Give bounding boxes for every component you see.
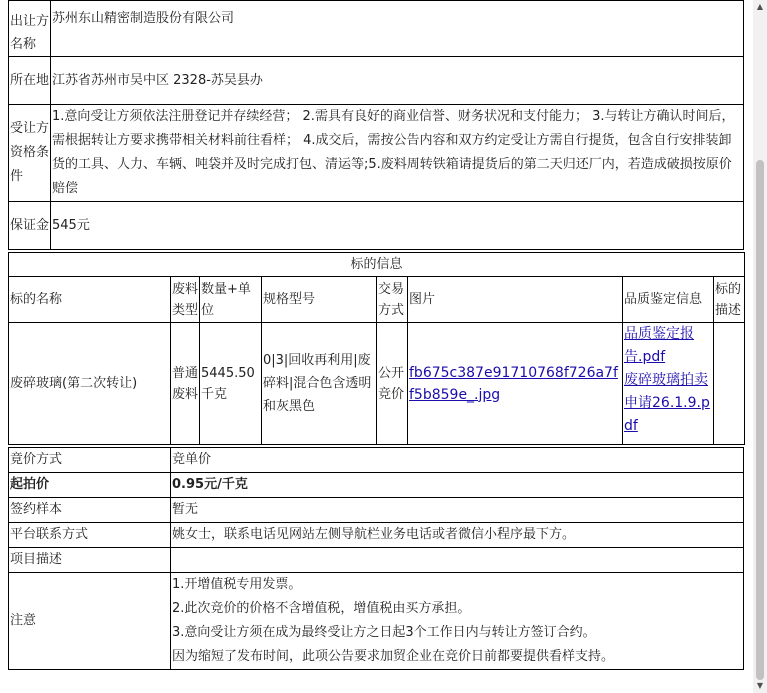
subject-info-table xyxy=(8,252,745,445)
image-file-link[interactable]: fb675c387e91710768f726a7ff5b859e_.jpg xyxy=(409,364,618,403)
subject-name: 废碎玻璃(第二次转让) xyxy=(9,323,171,445)
notes-row xyxy=(9,573,744,670)
contract-sample-label: 签约样本 xyxy=(9,498,171,523)
qualification-label: 受让方资格条件 xyxy=(9,105,51,202)
header-quality: 品质鉴定信息 xyxy=(623,277,714,323)
note-line: 1.开增值税专用发票。 xyxy=(172,577,302,592)
subject-header-row xyxy=(9,277,745,323)
header-method: 交易方式 xyxy=(377,277,408,323)
contract-sample-row xyxy=(9,498,744,523)
transferor-name-row xyxy=(9,1,744,57)
project-description-row xyxy=(9,548,744,573)
location-value: 江苏省苏州市吴中区 2328-苏吴县办 xyxy=(51,57,744,105)
header-spec: 规格型号 xyxy=(262,277,377,323)
start-price-row xyxy=(9,473,744,498)
deposit-value: 545元 xyxy=(51,202,744,250)
start-price-value: 0.95元/千克 xyxy=(171,473,744,498)
subject-image-cell xyxy=(408,323,623,445)
subject-data-row xyxy=(9,323,745,445)
transferor-name-value: 苏州东山精密制造股份有限公司 xyxy=(51,1,744,57)
note-line: 3.意向受让方须在成为最终受让方之日起3个工作日内与转让方签订合约。 xyxy=(172,625,596,640)
notes-cell xyxy=(171,573,744,670)
contact-label: 平台联系方式 xyxy=(9,523,171,548)
bid-method-label: 竟价方式 xyxy=(9,448,171,473)
notes-label: 注意 xyxy=(9,573,171,670)
header-image: 图片 xyxy=(408,277,623,323)
location-row xyxy=(9,57,744,105)
quality-report-link[interactable]: 品质鉴定报告.pdf xyxy=(624,326,694,365)
contract-sample-value: 暂无 xyxy=(171,498,744,523)
deposit-row xyxy=(9,202,744,250)
subject-quantity: 5445.50千克 xyxy=(200,323,262,445)
subject-quality-cell xyxy=(623,323,714,445)
bidding-info-table xyxy=(8,447,744,670)
scroll-up-arrow-icon[interactable]: ▲ xyxy=(756,2,764,11)
project-description-value xyxy=(171,548,744,573)
transferor-info-table xyxy=(8,0,744,250)
deposit-label: 保证金 xyxy=(9,202,51,250)
announcement-page xyxy=(8,0,744,670)
qualification-value: 1.意向受让方须依法注册登记并存续经营； 2.需具有良好的商业信誉、财务状况和支付能力； 3.与转让方确认时间后，需根据转让方要求携带相关材料前往看样； 4.成交后，需按公告内容和双方约定受让方需自行提货，包含自行安排装卸货的工具、人力、车辆、吨袋并及时完成打包、清运等;5.废料周转铁箱请提货后的第二天归还厂内，若造成破损按原价赔偿 xyxy=(51,105,744,202)
header-name: 标的名称 xyxy=(9,277,171,323)
subject-spec: 0|3|回收再利用|废碎料|混合色含透明和灰黑色 xyxy=(262,323,377,445)
subject-type: 普通废料 xyxy=(171,323,200,445)
subject-method: 公开竞价 xyxy=(377,323,408,445)
scrollbar-thumb[interactable] xyxy=(756,160,764,680)
start-price-label: 起拍价 xyxy=(9,473,171,498)
vertical-scrollbar[interactable] xyxy=(753,0,767,693)
note-line: 因为缩短了发布时间，此项公告要求加贸企业在竞价日前都要提供看样支持。 xyxy=(172,649,615,664)
bid-method-row xyxy=(9,448,744,473)
header-type: 废料类型 xyxy=(171,277,200,323)
location-label: 所在地 xyxy=(9,57,51,105)
header-description: 标的描述 xyxy=(714,277,745,323)
contact-row xyxy=(9,523,744,548)
scroll-down-arrow-icon[interactable]: ▼ xyxy=(756,681,764,690)
contact-value: 姚女士，联系电话见网站左侧导航栏业务电话或者微信小程序最下方。 xyxy=(171,523,744,548)
transferor-name-label: 出让方名称 xyxy=(9,1,51,57)
subject-description xyxy=(714,323,745,445)
auction-application-link[interactable]: 废碎玻璃拍卖申请26.1.9.pdf xyxy=(624,372,710,434)
note-line: 2.此次竞价的价格不含增值税，增值税由买方承担。 xyxy=(172,601,471,616)
project-description-label: 项目描述 xyxy=(9,548,171,573)
subject-banner: 标的信息 xyxy=(9,253,745,277)
subject-banner-row xyxy=(9,253,745,277)
header-quantity: 数量+单位 xyxy=(200,277,262,323)
qualification-row xyxy=(9,105,744,202)
bid-method-value: 竞单价 xyxy=(171,448,744,473)
